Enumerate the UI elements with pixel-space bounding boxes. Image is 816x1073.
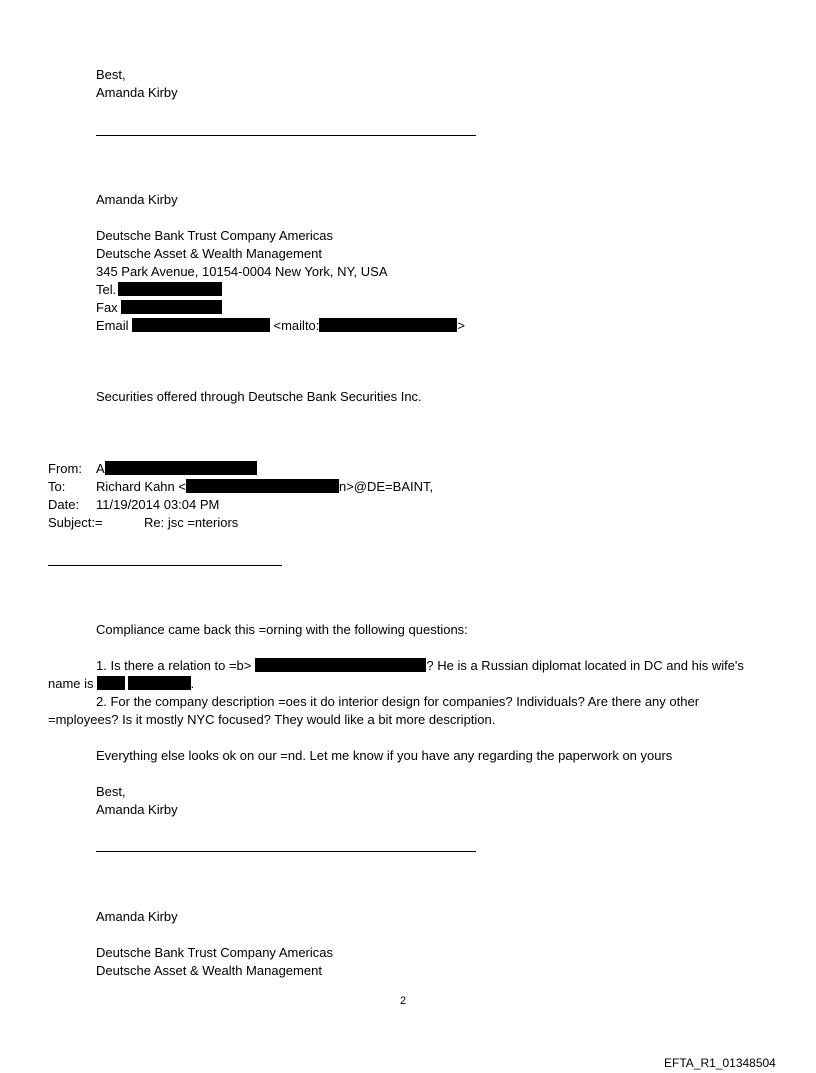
document-id: EFTA_R1_01348504 bbox=[664, 1056, 776, 1070]
signature-divider bbox=[96, 135, 476, 136]
question-1-prefix: 1. Is there a relation to =b> bbox=[96, 658, 252, 673]
fax-label: Fax bbox=[96, 300, 118, 315]
from-label: From: bbox=[48, 461, 82, 476]
page-number: 2 bbox=[400, 995, 407, 1007]
question-1 bbox=[96, 657, 744, 675]
signature-division: Deutsche Asset & Wealth Management bbox=[96, 246, 322, 261]
to-prefix: Richard Kahn < bbox=[96, 479, 186, 494]
signature-company: Deutsche Bank Trust Company Americas bbox=[96, 945, 333, 960]
signature-email-line bbox=[96, 317, 465, 335]
signature-fax-line bbox=[96, 299, 222, 317]
question-1-suffix: ? He is a Russian diplomat located in DC and his wife's bbox=[426, 658, 744, 673]
question-2-continued: =mployees? Is it mostly NYC focused? They would like a bit more description. bbox=[48, 712, 496, 727]
subject-label: Subject:= bbox=[48, 515, 103, 530]
from-prefix: A bbox=[96, 461, 105, 476]
date-label: Date: bbox=[48, 497, 80, 512]
signoff-name: Amanda Kirby bbox=[96, 802, 178, 817]
signoff-closing: Best, bbox=[96, 784, 126, 799]
signature-divider bbox=[96, 851, 476, 852]
redaction-box bbox=[319, 318, 457, 332]
redaction-box bbox=[255, 658, 426, 672]
redaction-box bbox=[105, 461, 257, 475]
tel-label: Tel. bbox=[96, 282, 117, 297]
subject-value: Re: jsc =nteriors bbox=[144, 515, 239, 530]
body-intro: Compliance came back this =orning with the following questions: bbox=[96, 622, 468, 637]
body-closing-line: Everything else looks ok on our =nd. Let me know if you have any regarding the paperwork on yours bbox=[96, 748, 673, 763]
question-1-line2-prefix: name is bbox=[48, 676, 94, 691]
signature-name: Amanda Kirby bbox=[96, 192, 178, 207]
to-label: To: bbox=[48, 479, 66, 494]
redaction-box bbox=[121, 300, 222, 314]
mailto-open: <mailto: bbox=[273, 318, 320, 333]
redaction-box bbox=[118, 282, 222, 296]
signoff-name: Amanda Kirby bbox=[96, 85, 178, 100]
redaction-box bbox=[132, 318, 270, 332]
signature-address: 345 Park Avenue, 10154-0004 New York, NY, USA bbox=[96, 264, 388, 279]
redaction-box bbox=[128, 676, 191, 690]
question-2: 2. For the company description =oes it do interior design for companies? Individuals? Are there any other bbox=[96, 694, 700, 709]
header-divider bbox=[48, 565, 282, 566]
signature-tel-line bbox=[96, 281, 222, 299]
email-label: Email bbox=[96, 318, 129, 333]
redaction-box bbox=[186, 479, 339, 493]
signature-name: Amanda Kirby bbox=[96, 909, 178, 924]
question-1-continued bbox=[48, 675, 194, 693]
signature-division: Deutsche Asset & Wealth Management bbox=[96, 963, 322, 978]
mailto-close: > bbox=[457, 318, 465, 333]
redaction-box bbox=[97, 676, 125, 690]
signature-company: Deutsche Bank Trust Company Americas bbox=[96, 228, 333, 243]
to-suffix: n>@DE=BAINT, bbox=[338, 479, 434, 494]
question-1-line2-end: . bbox=[190, 676, 195, 691]
to-value bbox=[96, 478, 433, 496]
from-value bbox=[96, 460, 257, 478]
signoff-closing: Best, bbox=[96, 67, 126, 82]
securities-disclaimer: Securities offered through Deutsche Bank Securities Inc. bbox=[96, 389, 422, 404]
date-value: 11/19/2014 03:04 PM bbox=[96, 497, 220, 512]
